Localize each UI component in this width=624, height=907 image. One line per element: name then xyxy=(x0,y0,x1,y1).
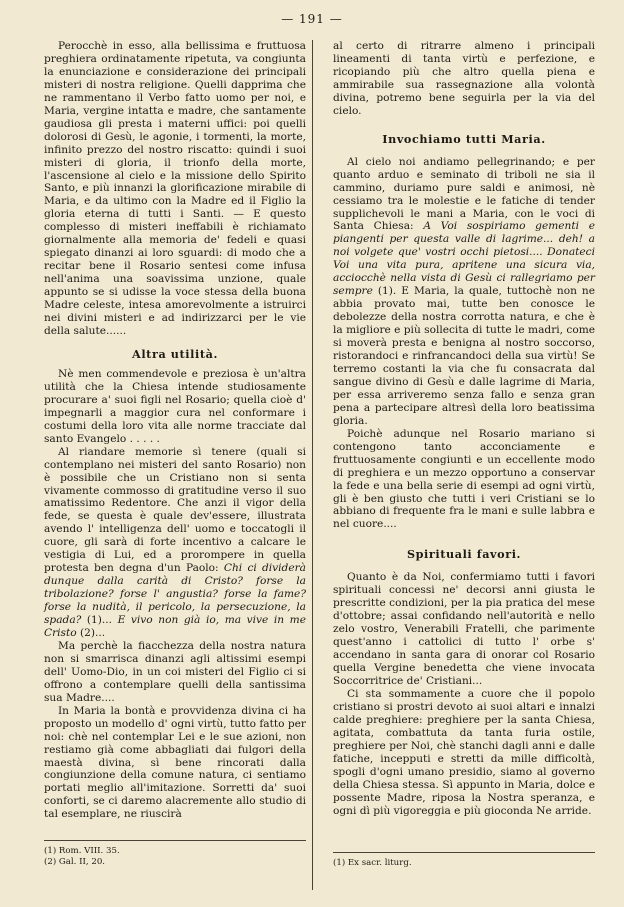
paragraph: Perocchè in esso, alla bellissima e fruttuosa preghiera ordinatamente ripetuta, va congiunta la enunciazione e considerazione dei principali misteri di nostra religione. Quelli dapprima che ne rammentano il Verbo fatto uomo per noi, e Maria, vergine intatta e madre, che santamente gaudiosa gli presta i materni uffici: poi quelli dolorosi di Gesù, le agonie, i tormenti, la morte, infinito prezzo del nostro riscatto: quindi i suoi misteri di gloria, il trionfo della morte, l'ascensione al cielo e la missione dello Spirito Santo, e più innanzi la glorificazione mirabile di Maria, e da ultimo con la Madre ed il Figlio la gloria eterna di tutti i Santi. — E questo complesso di misteri ineffabili è richiamato giornalmente alla memoria de' fedeli e quasi spiegato dinanzi ai loro sguardi: di modo che a recitar bene il Rosario sentesi come infusa nell'anima una soavissima unzione, quale appunto se si udisse la voce stessa della buona Madre celeste, intesa amorevolmente a istruirci nei divini misteri e ad indirizzarci per le vie della salute...... xyxy=(44,40,306,337)
footnotes-right xyxy=(333,858,595,869)
footnotes-left xyxy=(44,846,306,868)
section-heading: Spirituali favori. xyxy=(406,547,522,562)
paragraph: In Maria la bontà e provvidenza divina ci ha proposto un modello d' ogni virtù, tutto fatto per noi: chè nel contemplar Lei e le sue azioni, non restiamo già come abbagliati dai fulgori della maestà divina, sì bene rincorati dalla congiunzione della comune natura, ci sentiamo portati meglio all'imitazione. Sorretti da' suoi conforti, se ci daremo alacremente allo studio di tal esemplare, ne riuscirà xyxy=(44,704,306,821)
paragraph: Ci sta sommamente a cuore che il popolo cristiano si prostri devoto ai suoi altari e innalzi calde preghiere: preghiere per la santa Chiesa, agitata, combattuta da tanta furia ostile, preghiere per Noi, chè stanchi dagli anni e dalle fatiche, incepputi e stretti da mille difficoltà, spogli d'ogni umano presidio, siamo al governo della Chiesa stessa. Sì appunto in Maria, dolce e possente Madre, riposa la Nostra speranza, e ogni dì più vigoreggia e più gioconda Ne arride. xyxy=(333,687,595,817)
paragraph: Quanto è da Noi, confermiamo tutti i favori spirituali concessi ne' decorsi anni giusta le prescritte condizioni, per la pia pratica del mese d'ottobre; assai confidando nell'autorità e nello zelo vostro, Venerabili Fratelli, che parimente quest'anno i cattolici di tutto l' orbe s' accendano in santa gara di onorar col Rosario quella Vergine benedetta che viene invocata Soccorritrice de' Cristiani... xyxy=(333,571,595,687)
footnote-rule xyxy=(44,840,306,841)
column-divider xyxy=(312,40,313,890)
footnote xyxy=(333,858,595,869)
paragraph: Poichè adunque nel Rosario mariano si contengono tanto acconciamente e fruttuosamente congiunti e un eccellente modo di preghiera e un mezzo opportuno a conservar la fede e una bella serie di esempi ad ogni virtù, gli è ben giusto che tutti i veri Cristiani se lo abbiano di frequente fra le mani e sulle labbra e nel cuore.... xyxy=(333,427,595,531)
footnote-text: (1) Ex sacr. liturg. xyxy=(333,858,412,868)
paragraph: Ma perchè la fiacchezza della nostra natura non si smarrisca dinanzi agli altissimi esempi dell' Uomo-Dio, in un coi misteri del Figlio ci si offrono a contemplare quelli della santissima sua Madre.... xyxy=(44,639,306,704)
page-number: — 191 — xyxy=(281,12,343,26)
footnote-rule xyxy=(333,852,595,853)
paragraph: Nè men commendevole e preziosa è un'altra utilità che la Chiesa intende studiosamente procurare a' suoi figli nel Rosario; quella cioè d' impegnarli a maggior cura nel conformare i costumi della loro vita alle norme tracciate dal santo Evangelo . . . . . xyxy=(44,367,306,445)
paragraph xyxy=(44,446,306,640)
footnote: (1) Rom. VIII. 35. xyxy=(44,846,120,856)
left-column xyxy=(44,40,306,821)
quote-text: E vivo non già io, ma vive in me Cristo xyxy=(44,614,306,639)
footnote: (2) Gal. II, 20. xyxy=(44,857,106,867)
paragraph xyxy=(333,156,595,428)
paragraph-text: (1)... xyxy=(81,614,118,627)
paragraph-text: Al cielo noi andiamo pellegrinando; e per quanto arduo e seminato di triboli ne sia il cammino, duriamo pure saldi e animosi, nè cessiamo tra le molestie e le fatiche di tender supplichevoli le mani a Maria, con le voci di Santa Chiesa: xyxy=(333,155,595,233)
quote-text: Chi ci dividerà dunque dalla carità di Cristo? forse la tribolazione? forse l' angustia? forse la fame? forse la nudità, il pericolo, la persecuzione, la spada? xyxy=(44,562,306,627)
section-heading: Altra utilità. xyxy=(132,346,218,361)
right-column xyxy=(333,40,595,817)
paragraph: al certo di ritrarre almeno i principali lineamenti di tanta virtù e perfezione, e ricopiando più che altro quella piena e ammirabile sua rassegnazione alla volontà divina, potremo bene seguirla per la via del cielo. xyxy=(333,40,595,117)
paragraph-text: (1). E Maria, la quale, tuttochè non ne abbia provato mai, tutte ben conosce le debolezze della nostra corrotta natura, e che è la migliore e più sollecita di tutte le madri, come si moverà presta e benigna al nostro soccorso, ristorandoci e rinfrancandoci della sua virtù! Se terremo costanti la via che fu consacrata dal sangue divino di Gesù e dalle lagrime di Maria, per essa arriveremo senza fallo e senza gran pena a partecipare altresì della loro beatissima gloria. xyxy=(333,285,596,427)
section-heading: Invochiamo tutti Maria. xyxy=(382,131,546,146)
quote-text: A Voi sospiriamo gementi e piangenti per questa valle di lagrime... deh! a noi volgete que' vostri occhi pietosi.... Donateci Voi una vita pura, apritene una sicura via, acciocchè nella vista di Gesù ci rallegriamo per sempre xyxy=(333,220,595,298)
paragraph-text: (2)... xyxy=(76,626,106,639)
paragraph-text: Al riandare memorie sì tenere (quali si contemplano nei misteri del santo Rosario) non è possibile che un Cristiano non si senta vivamente commosso di gratitudine verso il suo amatissimo Redentore. Che anzi il vigor della fede, se questa è quale dev'essere, illustrata avendo l' intelligenza dell' uomo e toccatogli il cuore, gli sarà di forte incentivo a calcare le vestigia di Lui, ed a prorompere in quella protesta ben degna d'un Paolo: xyxy=(44,445,306,575)
